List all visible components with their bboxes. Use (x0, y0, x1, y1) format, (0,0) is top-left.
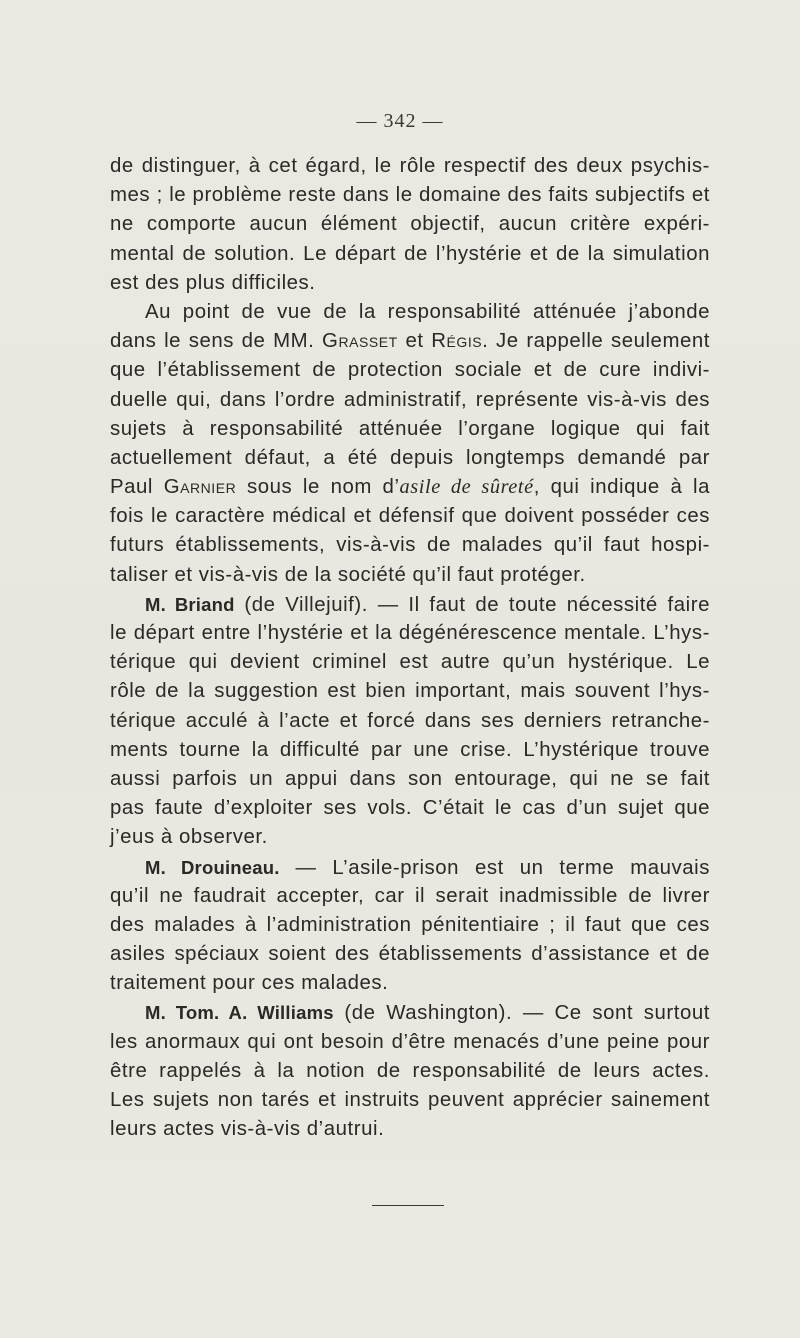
paragraph (110, 298, 710, 590)
text-line: futurs établissements, vis-à-vis de malades qu’il faut hospi- (110, 534, 710, 557)
text-line: taliser et vis-à-vis de la société qu’il faut protéger. (110, 563, 586, 586)
text-line: Les sujets non tarés et instruits peuvent apprécier sainement (110, 1089, 710, 1111)
text-line: M. Briand (de Villejuif). — Il faut de toute nécessité faire (145, 593, 710, 616)
text-line: pas faute d’exploiter ses vols. C’était le cas d’un sujet que (110, 797, 710, 820)
text-line: aussi parfois un appui dans son entourage, qui ne se fait (110, 767, 710, 790)
text-line: mes ; le problème reste dans le domaine des faits subjectifs et (110, 184, 710, 207)
text-line: térique qui devient criminel est autre qu’un hystérique. Le (110, 651, 710, 674)
text-line: leurs actes vis-à-vis d’autrui. (110, 1118, 385, 1141)
text-line: Paul Garnier sous le nom d’asile de sûreté, qui indique à la (110, 476, 710, 499)
paragraph (110, 853, 710, 999)
speaker-name: M. Tom. A. Williams (145, 1002, 334, 1024)
text-line: fois le caractère médical et défensif que doivent posséder ces (110, 505, 710, 528)
text-line: ne comporte aucun élément objectif, aucun critère expéri- (110, 213, 710, 236)
author-name: Régis (431, 330, 483, 353)
text-line: que l’établissement de protection sociale et de cure indivi- (110, 359, 710, 382)
text-line: asiles spéciaux soient des établissements d’assistance et de (110, 943, 710, 966)
text-line: duelle qui, dans l’ordre administratif, représente vis-à-vis des (110, 388, 710, 411)
paragraph (110, 590, 710, 853)
text-line: les anormaux qui ont besoin d’être menacés d’une peine pour (110, 1030, 710, 1053)
text-line: actuellement défaut, a été depuis longtemps demandé par (110, 446, 710, 469)
text-line: térique acculé à l’acte et forcé dans ses derniers retranche- (110, 709, 710, 732)
text-line: dans le sens de MM. Grasset et Régis. Je rappelle seulement (110, 330, 710, 353)
speaker-name: M. Briand (145, 593, 235, 615)
speaker-name: M. Drouineau. (145, 856, 280, 878)
body-text (110, 152, 710, 1144)
text-line: ments tourne la difficulté par une crise. L’hystérique trouve (110, 738, 710, 761)
text-line: M. Tom. A. Williams (de Washington). — Ce sont surtout (145, 1002, 710, 1025)
text-line: des malades à l’administration pénitentiaire ; il faut que ces (110, 913, 710, 936)
text-line: de distinguer, à cet égard, le rôle respectif des deux psychis- (110, 155, 710, 177)
text-line: j’eus à observer. (110, 826, 268, 849)
end-rule (372, 1205, 444, 1206)
italic-term: asile de sûreté (399, 476, 534, 499)
author-name: Garnier (163, 476, 237, 499)
text-line: mental de solution. Le départ de l’hystérie et de la simulation (110, 242, 710, 265)
text-line: être rappelés à la notion de responsabilité de leurs actes. (110, 1059, 710, 1082)
text-line: qu’il ne faudrait accepter, car il serait inadmissible de livrer (110, 884, 710, 907)
text-line: est des plus difficiles. (110, 271, 316, 294)
text-line: Au point de vue de la responsabilité atténuée j’abonde (145, 300, 710, 323)
text-line: M. Drouineau. — L’asile-prison est un terme mauvais (145, 856, 710, 879)
page-number: — 342 — (356, 110, 444, 132)
text-line: traitement pour ces malades. (110, 972, 389, 995)
text-line: sujets à responsabilité atténuée l’organe logique qui fait (110, 417, 710, 440)
paragraph (110, 998, 710, 1144)
author-name: Grasset (322, 330, 398, 353)
text-line: le départ entre l’hystérie et la dégénérescence mentale. L’hys- (110, 622, 710, 644)
text-line: rôle de la suggestion est bien important, mais souvent l’hys- (110, 680, 710, 703)
paragraph (110, 152, 710, 298)
